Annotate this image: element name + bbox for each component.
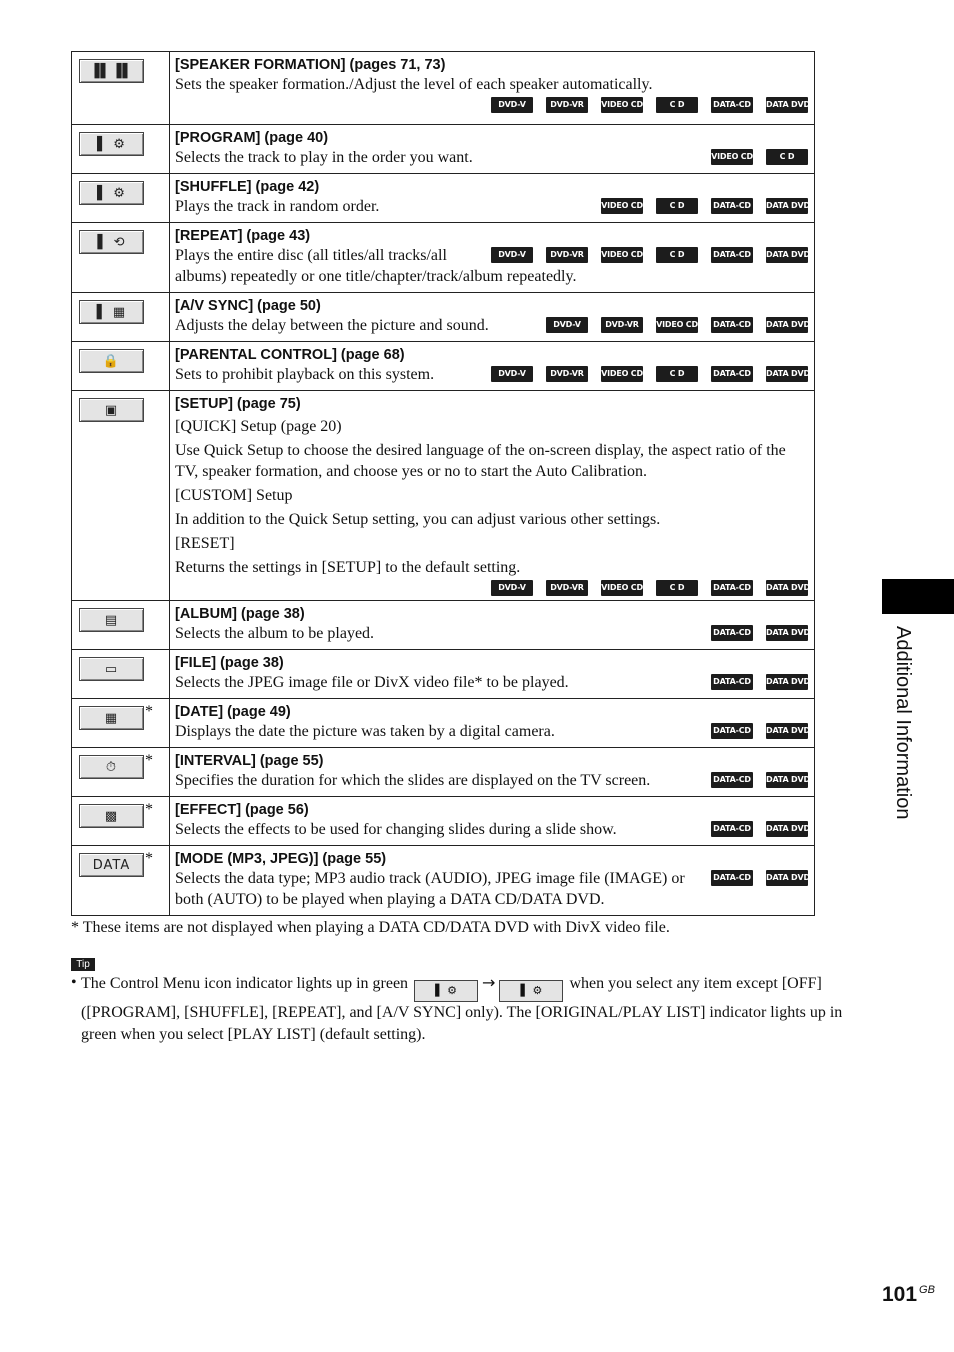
disc-type-badge: DATA-CD [711, 723, 753, 739]
disc-type-badge: VIDEO CD [711, 149, 753, 165]
tip-text-after: when you select any item except [OFF] ([PROGRAM], [SHUFFLE], [REPEAT], and [A/V SYNC] only). The [ORIGINAL/PLAY LIST] indicator lights up in green when you select [PLAY LIST] (default setting). [81, 975, 843, 1043]
av-sync-icon: ▌ ▦ [79, 300, 144, 324]
disc-type-badge: DVD-VR [546, 97, 588, 113]
item-title: [REPEAT] (page 43) [175, 228, 311, 244]
section-tab [882, 579, 954, 614]
disc-badges [491, 247, 808, 264]
disc-type-badge: VIDEO CD [601, 580, 643, 596]
tip-bullet: • [71, 974, 77, 991]
arrow-right-icon: → [482, 973, 496, 992]
description-cell [170, 223, 815, 293]
menu-row [72, 846, 815, 916]
disc-type-badge: VIDEO CD [601, 247, 643, 263]
disc-type-badge: DVD-VR [601, 317, 643, 333]
description-cell [170, 748, 815, 797]
icon-cell [72, 601, 170, 650]
menu-row [72, 342, 815, 391]
menu-row [72, 748, 815, 797]
disc-type-badge: DVD-VR [546, 580, 588, 596]
setup-reset-head: [RESET] [175, 535, 235, 552]
disc-type-badge: DATA DVD [766, 870, 808, 886]
disc-type-badge: C D [656, 247, 698, 263]
disc-badges [711, 821, 808, 838]
tip-text [71, 972, 861, 1046]
disc-type-badge: DVD-VR [546, 247, 588, 263]
tip-label: Tip [71, 958, 95, 971]
disc-badges [711, 870, 808, 887]
setup-icon: ▣ [79, 398, 144, 422]
disc-type-badge: DATA DVD [766, 247, 808, 263]
description-cell [170, 601, 815, 650]
effect-icon: ▩ [79, 804, 144, 828]
interval-icon: ⏱ [79, 755, 144, 779]
disc-type-badge: C D [656, 580, 698, 596]
disc-type-badge: DATA-CD [711, 870, 753, 886]
section-label: Additional Information [892, 626, 914, 820]
menu-row [72, 601, 815, 650]
speaker-formation-icon: ▐▌▐▌ [79, 59, 144, 83]
icon-cell [72, 797, 170, 846]
disc-type-badge: DATA-CD [711, 580, 753, 596]
disc-type-badge: DATA DVD [766, 674, 808, 690]
disc-type-badge: DATA-CD [711, 198, 753, 214]
disc-type-badge: DATA DVD [766, 821, 808, 837]
item-title: [FILE] (page 38) [175, 655, 284, 671]
asterisk-mark: * [145, 850, 153, 867]
item-title: [A/V SYNC] (page 50) [175, 298, 321, 314]
disc-type-badge: DATA DVD [766, 366, 808, 382]
item-description: DVD-V DVD-VR VIDEO CD C D DATA-CD DATA DVD Plays the entire disc (all titles/all tracks/all albums) repeatedly or one title/chapter/track/album repeatedly. [175, 247, 810, 285]
menu-row [72, 174, 815, 223]
disc-type-badge: DVD-V [491, 247, 533, 263]
disc-type-badge: DATA-CD [711, 317, 753, 333]
disc-type-badge: DATA DVD [766, 723, 808, 739]
icon-cell [72, 293, 170, 342]
disc-type-badge: DVD-V [491, 580, 533, 596]
disc-type-badge: DATA DVD [766, 97, 808, 113]
disc-type-badge: DVD-VR [546, 366, 588, 382]
disc-type-badge: VIDEO CD [656, 317, 698, 333]
setup-custom-head: [CUSTOM] Setup [175, 487, 293, 504]
disc-type-badge: DATA-CD [711, 772, 753, 788]
icon-cell [72, 174, 170, 223]
icon-cell [72, 52, 170, 125]
icon-cell [72, 699, 170, 748]
item-title: [SPEAKER FORMATION] (pages 71, 73) [175, 57, 446, 73]
menu-row [72, 293, 815, 342]
disc-type-badge: DATA-CD [711, 247, 753, 263]
disc-badges [711, 674, 808, 691]
item-description: DATA-CD DATA DVD Selects the data type; MP3 audio track (AUDIO), JPEG image file (IMAGE) or both (AUTO) to be played when playing a DATA CD/DATA DVD. [175, 870, 810, 908]
item-title: [EFFECT] (page 56) [175, 802, 309, 818]
setup-reset-text: Returns the settings in [SETUP] to the default setting. [175, 559, 521, 576]
disc-type-badge: VIDEO CD [601, 97, 643, 113]
icon-cell [72, 650, 170, 699]
disc-badges [601, 198, 808, 215]
album-icon: ▤ [79, 608, 144, 632]
icon-cell [72, 125, 170, 174]
disc-type-badge: DATA DVD [766, 317, 808, 333]
disc-badges [175, 580, 808, 597]
setup-quick-text: Use Quick Setup to choose the desired language of the on-screen display, the aspect ratio of the TV, speaker formation, and choose yes or no to start the Auto Calibration. [175, 442, 786, 480]
parental-control-icon: 🔒 [79, 349, 144, 373]
item-description: DATA-CD DATA DVD Displays the date the picture was taken by a digital camera. [175, 723, 810, 740]
disc-badges [711, 723, 808, 740]
setup-quick-head: [QUICK] Setup (page 20) [175, 418, 342, 435]
disc-badges [546, 317, 808, 334]
icon-cell [72, 748, 170, 797]
description-cell [170, 293, 815, 342]
item-description: Sets the speaker formation./Adjust the level of each speaker automatically. [175, 76, 653, 93]
description-cell [170, 342, 815, 391]
disc-type-badge: DATA-CD [711, 97, 753, 113]
icon-cell [72, 391, 170, 601]
date-icon: ▦ [79, 706, 144, 730]
item-description: DATA-CD DATA DVD Selects the effects to be used for changing slides during a slide show. [175, 821, 810, 838]
disc-type-badge: DVD-V [546, 317, 588, 333]
icon-cell [72, 223, 170, 293]
menu-row [72, 650, 815, 699]
mode-icon: DATA [79, 853, 144, 877]
item-title: [ALBUM] (page 38) [175, 606, 305, 622]
item-title: [MODE (MP3, JPEG)] (page 55) [175, 851, 387, 867]
tip-text-before: The Control Menu icon indicator lights up in green [81, 975, 409, 992]
item-description: DVD-V DVD-VR VIDEO CD C D DATA-CD DATA DVD Sets to prohibit playback on this system. [175, 366, 810, 383]
disc-type-badge: VIDEO CD [601, 198, 643, 214]
disc-type-badge: DATA DVD [766, 625, 808, 641]
menu-row [72, 52, 815, 125]
description-cell [170, 699, 815, 748]
description-cell [170, 391, 815, 601]
icon-cell [72, 846, 170, 916]
disc-type-badge: C D [656, 198, 698, 214]
disc-type-badge: DATA-CD [711, 366, 753, 382]
shuffle-icon: ▌ ⚙ [79, 181, 144, 205]
disc-type-badge: DATA DVD [766, 772, 808, 788]
file-icon: ▭ [79, 657, 144, 681]
item-description: DATA-CD DATA DVD Selects the album to be played. [175, 625, 810, 642]
item-description: DVD-V DVD-VR VIDEO CD DATA-CD DATA DVD Adjusts the delay between the picture and sound. [175, 317, 810, 334]
disc-type-badge: DATA DVD [766, 198, 808, 214]
setup-custom-text: In addition to the Quick Setup setting, you can adjust various other settings. [175, 511, 661, 528]
asterisk-mark: * [145, 801, 153, 818]
disc-type-badge: DVD-V [491, 97, 533, 113]
item-description: VIDEO CD C D DATA-CD DATA DVD Plays the track in random order. [175, 198, 810, 215]
disc-type-badge: VIDEO CD [601, 366, 643, 382]
disc-type-badge: C D [656, 366, 698, 382]
disc-badges [491, 366, 808, 383]
description-cell [170, 174, 815, 223]
asterisk-mark: * [145, 703, 153, 720]
menu-row [72, 797, 815, 846]
disc-badges [711, 625, 808, 642]
menu-row [72, 223, 815, 293]
footnote: * These items are not displayed when playing a DATA CD/DATA DVD with DivX video file. [71, 919, 670, 936]
menu-row [72, 125, 815, 174]
disc-badges [711, 149, 808, 166]
menu-row [72, 699, 815, 748]
indicator-green-icon: ▌ ⚙ [499, 980, 563, 1002]
disc-type-badge: DATA-CD [711, 674, 753, 690]
description-cell [170, 797, 815, 846]
program-icon: ▌ ⚙ [79, 132, 144, 156]
menu-row [72, 391, 815, 601]
icon-cell [72, 342, 170, 391]
item-description: DATA-CD DATA DVD Specifies the duration for which the slides are displayed on the TV screen. [175, 772, 810, 789]
disc-type-badge: C D [656, 97, 698, 113]
disc-badges [711, 772, 808, 789]
page-number: 101 $^{GB}$ [882, 1283, 935, 1306]
description-cell [170, 650, 815, 699]
control-menu-table [71, 51, 815, 916]
description-cell [170, 125, 815, 174]
disc-type-badge: DATA-CD [711, 625, 753, 641]
disc-type-badge: C D [766, 149, 808, 165]
item-description: DATA-CD DATA DVD Selects the JPEG image file or DivX video file* to be played. [175, 674, 810, 691]
item-description: VIDEO CD C D Selects the track to play in the order you want. [175, 147, 808, 168]
item-title: [PROGRAM] (page 40) [175, 130, 329, 146]
item-title: [PARENTAL CONTROL] (page 68) [175, 347, 405, 363]
disc-type-badge: DVD-V [491, 366, 533, 382]
disc-type-badge: DATA-CD [711, 821, 753, 837]
asterisk-mark: * [145, 752, 153, 769]
repeat-icon: ▌ ⟲ [79, 230, 144, 254]
item-title: [DATE] (page 49) [175, 704, 291, 720]
description-cell [170, 846, 815, 916]
indicator-off-icon: ▌ ⚙ [414, 980, 478, 1002]
item-title: [SETUP] (page 75) [175, 396, 301, 412]
description-cell [170, 52, 815, 125]
item-title: [INTERVAL] (page 55) [175, 753, 324, 769]
disc-type-badge: DATA DVD [766, 580, 808, 596]
item-title: [SHUFFLE] (page 42) [175, 179, 320, 195]
disc-badges [175, 97, 808, 114]
